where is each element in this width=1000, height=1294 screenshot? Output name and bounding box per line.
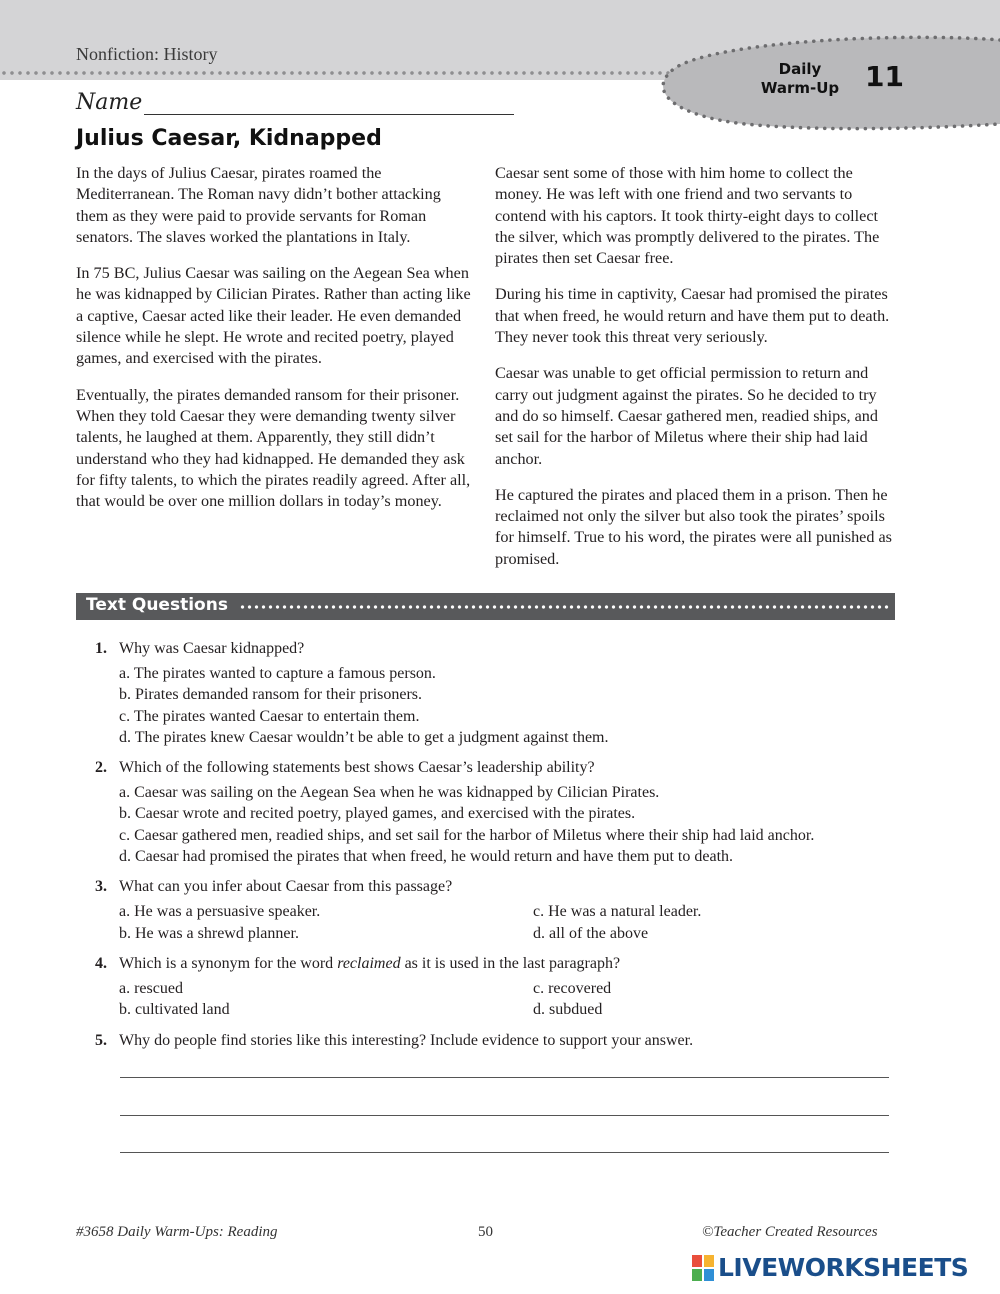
liveworksheets-logo-text: LIVEWORKSHEETS — [718, 1253, 969, 1282]
question-3 — [95, 876, 905, 944]
answer-option-b[interactable]: b. Caesar wrote and recited poetry, played games, and exercised with the pirates. — [119, 805, 636, 823]
badge-line-warmup: Warm-Up — [760, 79, 840, 97]
answer-option-a[interactable]: a. Caesar was sailing on the Aegean Sea when he was kidnapped by Cilician Pirates. — [119, 784, 660, 802]
passage-right-column — [495, 163, 900, 585]
header-dotted-rule — [0, 70, 690, 76]
answer-option-b[interactable]: b. He was a shrewd planner. — [119, 924, 299, 942]
badge-line-daily: Daily — [778, 60, 822, 78]
answer-line[interactable] — [120, 1077, 889, 1078]
question-text-before: Which is a synonym for the word — [119, 954, 338, 972]
passage-left-column — [76, 163, 476, 527]
questions-header-dots — [239, 604, 889, 610]
passage-paragraph: He captured the pirates and placed them in a prison. Then he reclaimed not only the silver but also took the pirates’ spoils for himself. True to his word, the pirates were all punished as promised. — [495, 485, 892, 568]
passage-paragraph: In 75 BC, Julius Caesar was sailing on the Aegean Sea when he was kidnapped by Cilician Pirates. Rather than acting like a captive, Caesar acted like their leader. He even demanded silence while he slept. He wrote and recited poetry, played games, and exercised with the pirates. — [76, 264, 471, 368]
passage-paragraph: Caesar was unable to get official permission to return and carry out judgment against the pirates. So he decided to try and do so himself. Caesar gathered men, readied ships, and set sail for the harbor of Miletus where their ship had laid anchor. — [495, 364, 878, 468]
question-number: 1. — [95, 640, 107, 657]
warmup-number: 11 — [865, 60, 904, 93]
answer-option-c[interactable]: c. Caesar gathered men, readied ships, and set sail for the harbor of Miletus where their ship had laid anchor. — [119, 826, 815, 844]
question-text: Why do people find stories like this interesting? Include evidence to support your answer. — [119, 1031, 694, 1049]
name-field-line[interactable] — [144, 114, 514, 115]
question-5 — [95, 1030, 905, 1052]
page-title: Julius Caesar, Kidnapped — [76, 126, 382, 151]
questions-header-bar — [76, 593, 895, 620]
answer-option-d[interactable]: d. Caesar had promised the pirates that when freed, he would return and have them put to death. — [119, 848, 734, 866]
liveworksheets-logo-icon — [692, 1255, 714, 1281]
category-label: Nonfiction: History — [76, 44, 218, 64]
answer-option-c[interactable]: c. recovered — [533, 979, 612, 997]
answer-option-d[interactable]: d. subdued — [533, 1001, 603, 1019]
question-4 — [95, 953, 905, 1021]
question-text: Why was Caesar kidnapped? — [119, 640, 305, 657]
question-text: What can you infer about Caesar from this passage? — [119, 878, 453, 896]
answer-option-a[interactable]: a. The pirates wanted to capture a famous person. — [119, 665, 436, 682]
footer-book-title: #3658 Daily Warm-Ups: Reading — [76, 1224, 278, 1240]
question-text-after: as it is used in the last paragraph? — [400, 954, 621, 972]
answer-line[interactable] — [120, 1152, 889, 1153]
name-label: Name — [76, 90, 143, 115]
footer-copyright: ©Teacher Created Resources — [702, 1224, 878, 1240]
answer-option-a[interactable]: a. He was a persuasive speaker. — [119, 903, 321, 921]
question-1 — [95, 638, 905, 748]
footer-page-number: 50 — [478, 1224, 493, 1240]
question-number: 5. — [95, 1031, 107, 1049]
question-2 — [95, 757, 905, 867]
questions-list — [95, 638, 905, 1061]
passage-paragraph: In the days of Julius Caesar, pirates roamed the Mediterranean. The Roman navy didn’t bother attacking them as they were paid to provide servants for Roman senators. The slaves worked the plantations in Italy. — [76, 164, 441, 246]
question-text: Which of the following statements best shows Caesar’s leadership ability? — [119, 759, 595, 777]
question-text — [119, 953, 620, 975]
question-number: 2. — [95, 759, 107, 777]
answer-option-b[interactable]: b. Pirates demanded ransom for their prisoners. — [119, 686, 423, 704]
questions-header-label: Text Questions — [86, 595, 228, 615]
answer-option-b[interactable]: b. cultivated land — [119, 1001, 230, 1019]
passage-paragraph: During his time in captivity, Caesar had promised the pirates that when freed, he would return and have them put to death. They never took this threat very seriously. — [495, 285, 890, 347]
answer-line[interactable] — [120, 1115, 889, 1116]
passage-paragraph: Caesar sent some of those with him home to collect the money. He was left with one friend and two servants to contend with his captors. It took thirty-eight days to collect the silver, which was promptly delivered to the pirates. The pirates then set Caesar free. — [495, 164, 880, 268]
answer-option-d[interactable]: d. The pirates knew Caesar wouldn’t be able to get a judgment against them. — [119, 728, 609, 746]
answer-option-a[interactable]: a. rescued — [119, 979, 183, 997]
passage-paragraph: Eventually, the pirates demanded ransom for their prisoner. When they told Caesar they were demanding twenty silver talents, he laughed at them. Apparently, they still didn’t understand who they had kidnapped. He demanded they ask for fifty talents, to which the pirates readily agreed. After all, that would be over one million dollars in today’s money. — [76, 385, 471, 511]
daily-warmup-label — [740, 60, 860, 98]
answer-option-c[interactable]: c. The pirates wanted Caesar to entertain them. — [119, 707, 420, 725]
answer-option-d[interactable]: d. all of the above — [533, 924, 649, 942]
liveworksheets-logo — [692, 1253, 968, 1282]
question-number: 4. — [95, 954, 107, 972]
question-keyword: reclaimed — [337, 954, 401, 972]
question-number: 3. — [95, 878, 107, 896]
answer-option-c[interactable]: c. He was a natural leader. — [533, 903, 702, 921]
